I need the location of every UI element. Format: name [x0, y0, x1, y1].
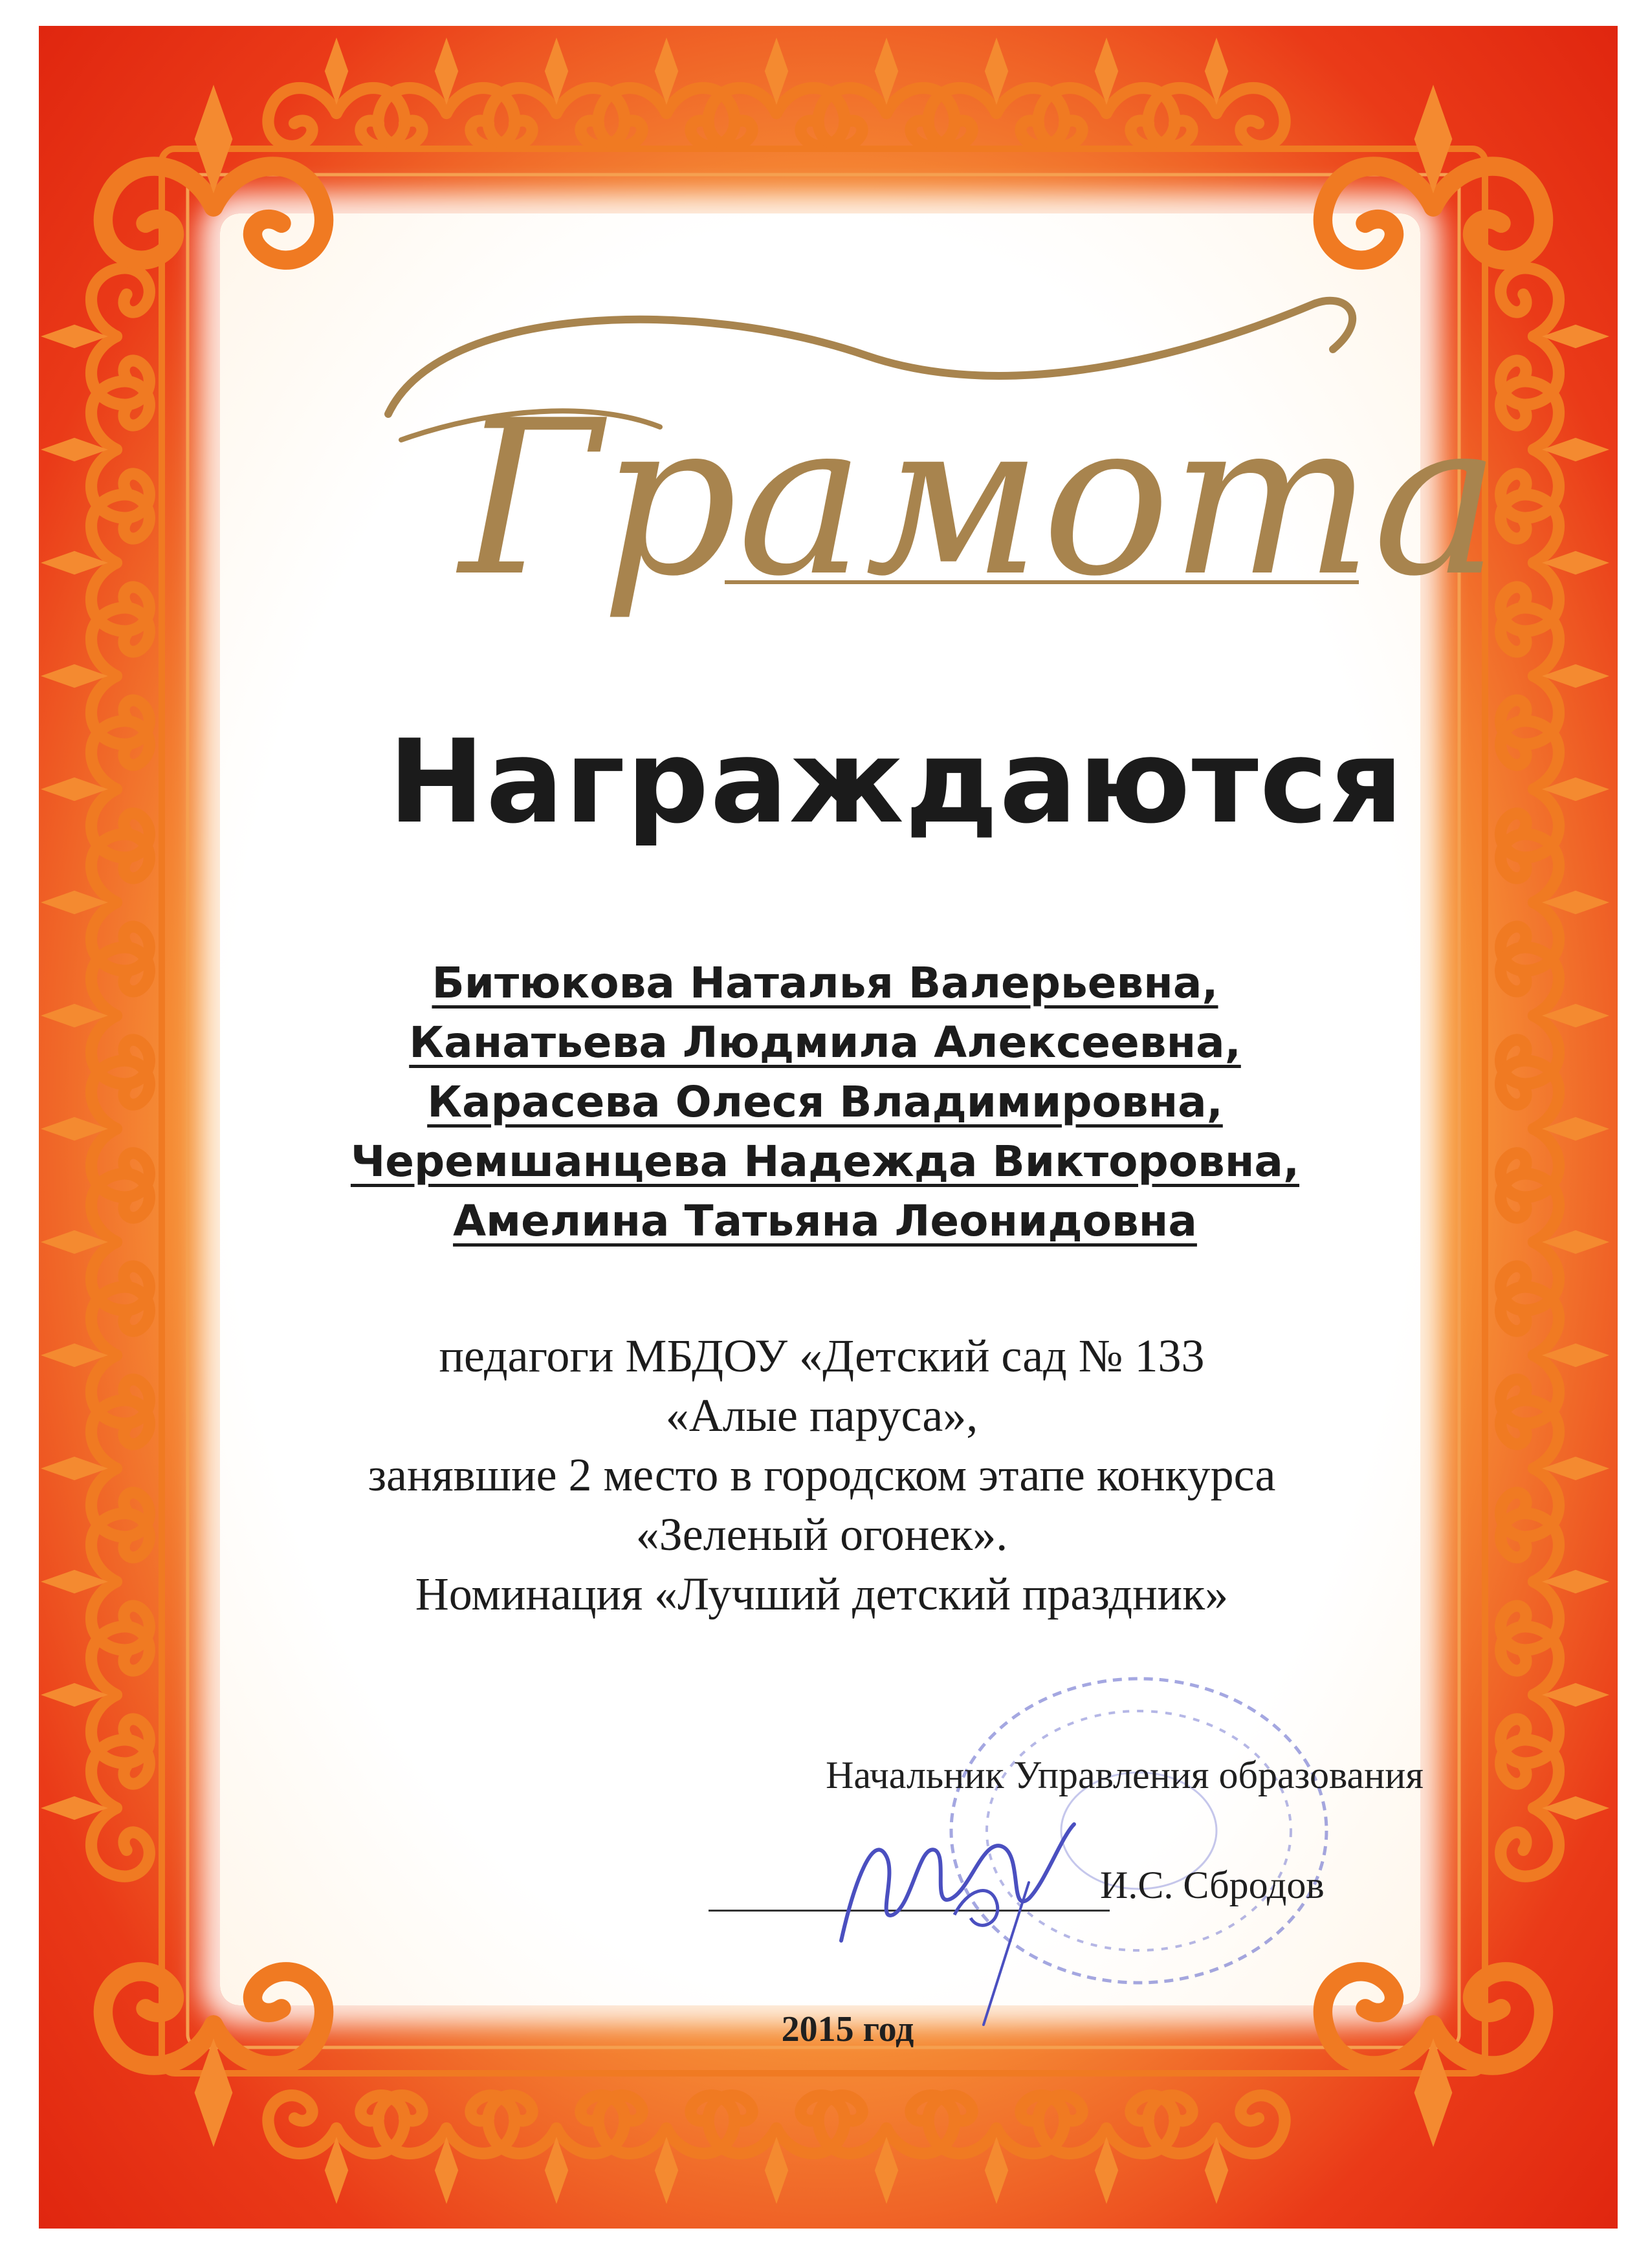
- title-text: Грамота: [459, 375, 1501, 623]
- signatory-title: Начальник Управления образования: [826, 1754, 1424, 1796]
- list-item: Черемшанцева Надежда Викторовна,: [350, 1137, 1300, 1186]
- list-item: Амелина Татьяна Леонидовна: [453, 1196, 1197, 1246]
- description-line: педагоги МБДОУ «Детский сад № 133: [439, 1330, 1205, 1382]
- description-line: «Зеленый огонек».: [635, 1509, 1008, 1560]
- signatory-name: И.С. Сбродов: [1100, 1864, 1325, 1906]
- award-description: [278, 1326, 1365, 1624]
- heading: Награждаются: [388, 715, 1405, 849]
- list-item: Канатьева Людмила Алексеевна,: [409, 1018, 1241, 1067]
- awardees-list: [272, 954, 1378, 1252]
- list-item: Карасева Олеся Владимировна,: [427, 1077, 1223, 1127]
- list-item: Битюкова Наталья Валерьевна,: [432, 958, 1218, 1008]
- description-line: «Алые паруса»,: [665, 1390, 978, 1441]
- year: 2015 год: [781, 2009, 914, 2049]
- certificate-title: [362, 278, 1501, 666]
- description-line: занявшие 2 место в городском этапе конкурса: [368, 1449, 1276, 1501]
- handwritten-signature-icon: [815, 1785, 1087, 2031]
- description-line: Номинация «Лучший детский праздник»: [415, 1568, 1229, 1620]
